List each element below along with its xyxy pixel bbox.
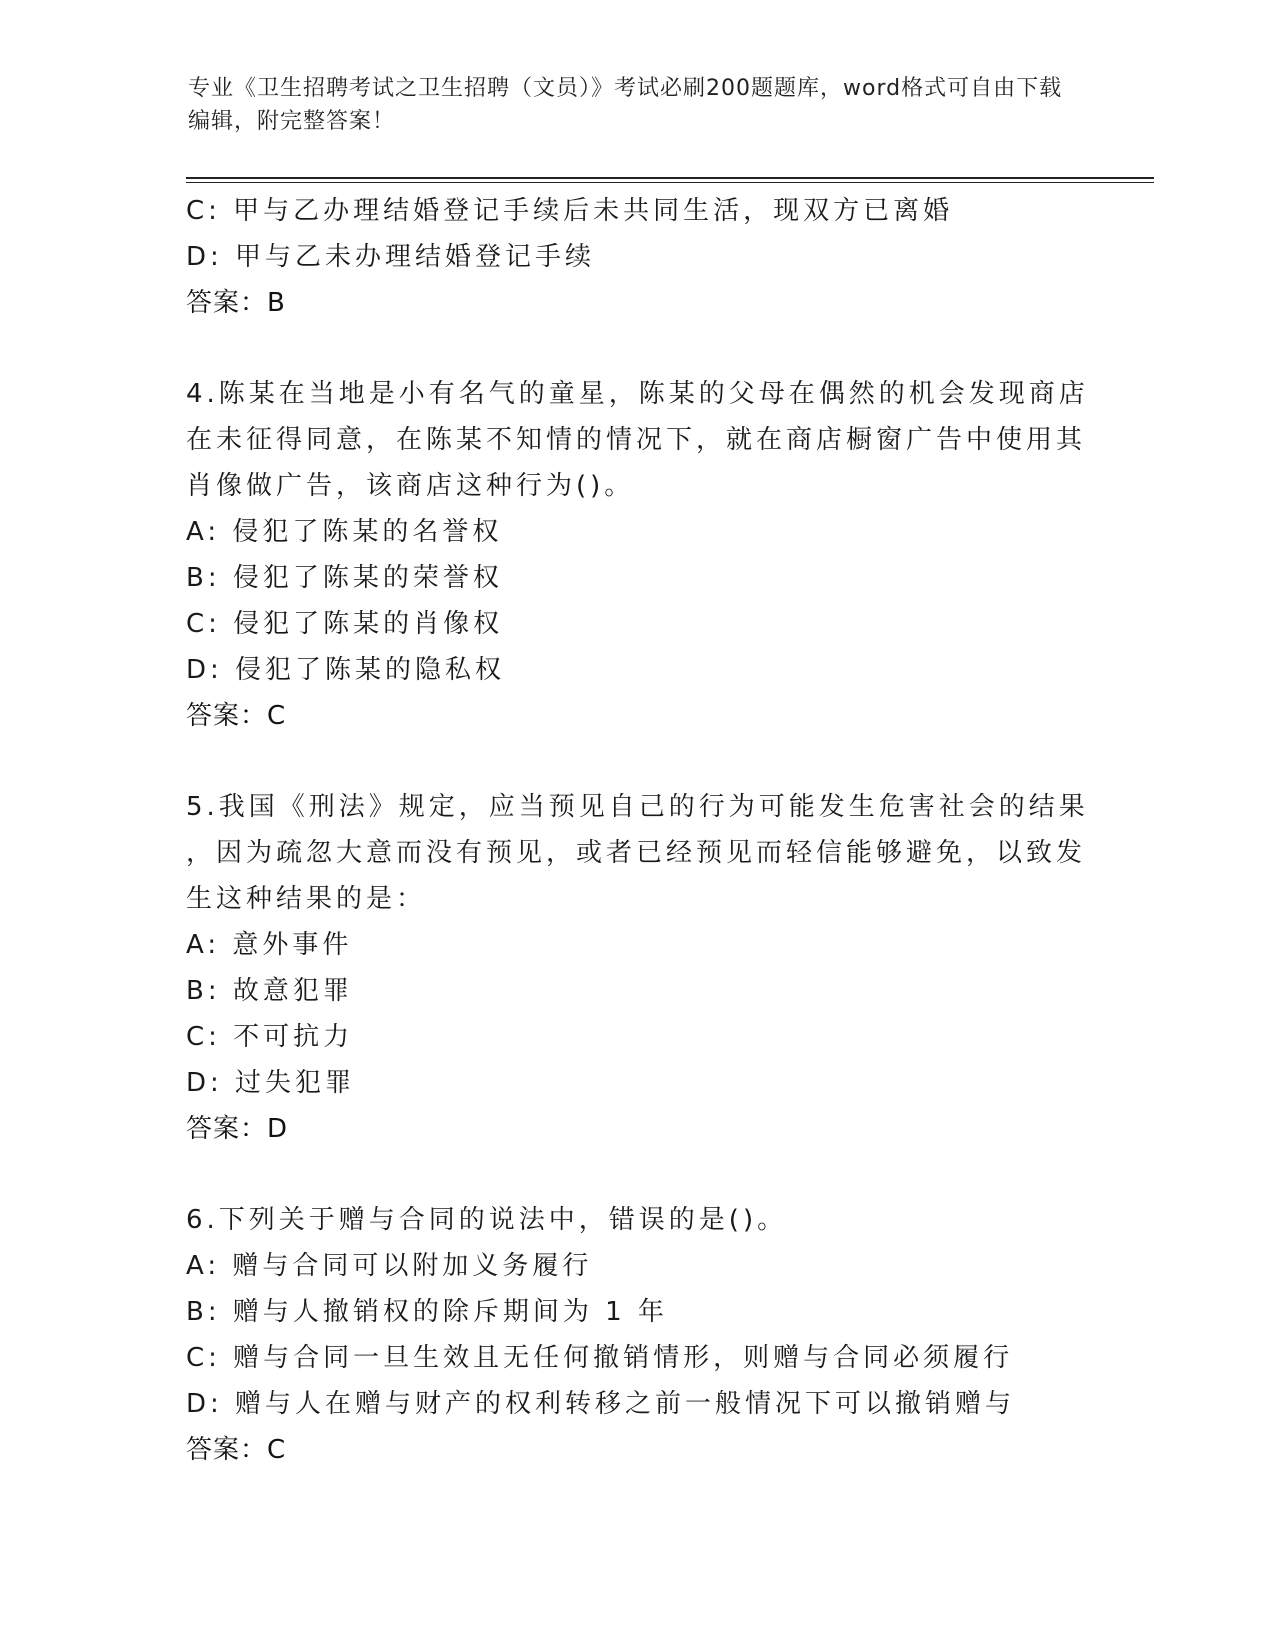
stem-line: ，因为疏忽大意而没有预见，或者已经预见而轻信能够避免，以致发 (186, 838, 1087, 868)
stem-line: 在未征得同意，在陈某不知情的情况下，就在商店橱窗广告中使用其 (186, 425, 1087, 455)
option-d: D: 甲与乙未办理结婚登记手续 (186, 242, 596, 272)
option-c: C: 甲与乙办理结婚登记手续后未共同生活，现双方已离婚 (186, 196, 954, 226)
header-divider-thick (186, 177, 1154, 179)
spacer (186, 739, 1086, 784)
question-stem (186, 371, 1089, 509)
page-header-title: 专业《卫生招聘考试之卫生招聘（文员）》考试必刷200题题库，word格式可自由下载编辑，附完整答案！ (188, 76, 1063, 134)
option-c: C: 不可抗力 (186, 1022, 354, 1052)
answer-line: 答案：C (186, 1435, 287, 1465)
option-d: D: 侵犯了陈某的隐私权 (186, 655, 506, 685)
stem-line: 6.下列关于赠与合同的说法中，错误的是()。 (186, 1205, 788, 1235)
option-c: C: 侵犯了陈某的肖像权 (186, 609, 504, 639)
option-d: D: 过失犯罪 (186, 1068, 356, 1098)
spacer (186, 1152, 1086, 1197)
option-b: B: 赠与人撤销权的除斥期间为 1 年 (186, 1297, 668, 1327)
question-carryover (186, 188, 1086, 326)
question-stem (186, 784, 1089, 922)
option-b: B: 侵犯了陈某的荣誉权 (186, 563, 503, 593)
spacer (186, 326, 1086, 371)
header-divider-thin (186, 182, 1154, 183)
question-4 (186, 371, 1089, 739)
option-d: D: 赠与人在赠与财产的权利转移之前一般情况下可以撤销赠与 (186, 1389, 1016, 1419)
question-5 (186, 784, 1089, 1152)
option-c: C: 赠与合同一旦生效且无任何撤销情形，则赠与合同必须履行 (186, 1343, 1014, 1373)
option-b: B: 故意犯罪 (186, 976, 353, 1006)
stem-line: 5.我国《刑法》规定，应当预见自己的行为可能发生危害社会的结果 (186, 792, 1089, 822)
option-a: A: 侵犯了陈某的名誉权 (186, 517, 503, 547)
stem-line: 4.陈某在当地是小有名气的童星，陈某的父母在偶然的机会发现商店 (186, 379, 1089, 409)
answer-line: 答案：C (186, 701, 287, 731)
question-list (186, 188, 1089, 1473)
option-a: A: 意外事件 (186, 930, 353, 960)
answer-line: 答案：D (186, 1114, 289, 1144)
question-6 (186, 1197, 1086, 1473)
answer-line: 答案：B (186, 288, 286, 318)
stem-line: 肖像做广告，该商店这种行为()。 (186, 471, 635, 501)
option-a: A: 赠与合同可以附加义务履行 (186, 1251, 593, 1281)
question-stem (186, 1197, 1086, 1243)
stem-line: 生这种结果的是： (186, 884, 427, 914)
